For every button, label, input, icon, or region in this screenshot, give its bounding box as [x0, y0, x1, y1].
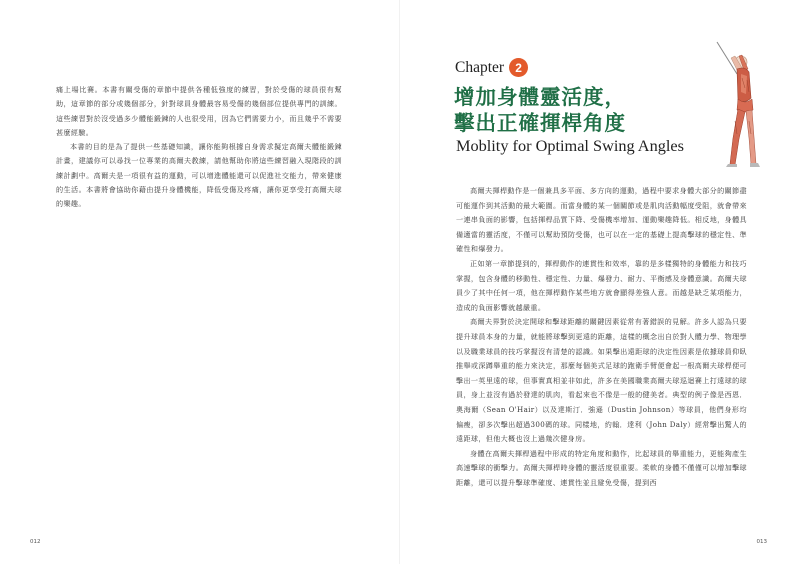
paragraph: 高爾夫揮桿動作是一個兼具多平面、多方向的運動，過程中要求身體大部分的關節盡可能運作到其活動的最大範圍。而當身體的某一個關節或是肌肉活動幅度受阻，就會帶來一連串負面的影響，包括揮桿品質下降、受傷機率增加、運動樂趣降低。相反地，身體具備適當的靈活度，不僅可以幫助預防受傷，也可以在一定的基礎上提高擊球的穩定性、準確性和爆發力。	[456, 186, 747, 254]
left-page	[0, 0, 399, 564]
chapter-number-badge: 2	[509, 58, 528, 77]
chapter-subtitle: Moblity for Optimal Swing Angles	[456, 136, 684, 155]
chapter-heading	[455, 58, 528, 77]
paragraph: 本書的目的是為了提供一些基礎知識，讓你能夠根據自身需求擬定高爾夫體能鍛鍊計畫，建議你可以尋找一位專業的高爾夫教練，請他幫助你將這些練習融入現階段的訓練計劃中。高爾夫是一項很有益的運動，可以增進體能還可以促進社交能力，帶來健康的生活。本書將會協助你藉由提升身體機能，降低受傷及疼痛，讓你更享受打高爾夫球的樂趣。	[56, 142, 342, 209]
right-body-text	[456, 184, 747, 490]
chapter-title-line-1: 增加身體靈活度，	[454, 85, 626, 109]
left-body-text	[56, 83, 342, 212]
right-page	[400, 0, 799, 564]
paragraph: 痛上場比賽。本書有關受傷的章節中提供各種低強度的練習，對於受傷的球員很有幫助，這章節的部分或幾個部分，針對球員身體最容易受傷的幾個部位提供專門的訓練。這些練習對於沒受過多少體能鍛鍊的人也很受用，因為它們需要力小，而且幾乎不需要甚麼經驗。	[56, 85, 342, 137]
page-number: 012	[30, 539, 41, 545]
paragraph: 身體在高爾夫揮桿過程中形成的特定角度和動作，比起球員的舉重能力，更能夠產生高速擊球的衝擊力。高爾夫揮桿時身體的靈活度很重要。柔軟的身體不僅僅可以增加擊球距離，還可以提升擊球準確度、連貫性並且避免受傷，提到西	[456, 448, 747, 487]
chapter-label: Chapter	[455, 58, 505, 76]
golfer-anatomy-illustration	[697, 36, 769, 174]
paragraph: 正如第一章節提到的，揮桿動作的連貫性和效率，靠的是多樣獨特的身體能力和技巧掌握，包含身體的移動性、穩定性、力量、爆發力、耐力、平衡感及身體意識。高爾夫球員少了其中任何一項，他在揮桿動作某些地方就會顯得差強人意。而越是缺乏某項能力，造成的負面影響就越嚴重。	[456, 258, 747, 312]
page-number: 013	[756, 539, 767, 545]
paragraph: 高爾夫界對於決定開球和擊球距離的關鍵因素從常有著錯誤的見解。許多人認為只要提升球員本身的力量，就能將球擊到更遠的距離，這樣的概念出自於對人體力學、物理學以及職業球員的技巧掌握沒有清楚的認識。如果擊出遠距球的決定性因素是依據球員仰臥推舉或深蹲舉重的能力來決定，那麼每個美式足球的跑衛手臂便會起一根高爾夫球桿便可擊出一英里遠的球，但事實真相並非如此，許多在美國職業高爾夫球巡迴賽上打遠球的球員，身上並沒有過於發達的肌肉，看起來也不像是一般的健美者。典型的例子像是西恩．奧海爾（Sean O'Hair）以及達斯汀．強遜（Dustin Johnson）等球員，他們身形均偏瘦，卻多次擊出超過300碼的球。同樣地，約翰．達利（John Daly）經常擊出驚人的遠距球，但他大概也沒上過幾次健身房。	[456, 317, 747, 444]
chapter-title-line-2: 擊出正確揮桿角度	[454, 111, 626, 135]
